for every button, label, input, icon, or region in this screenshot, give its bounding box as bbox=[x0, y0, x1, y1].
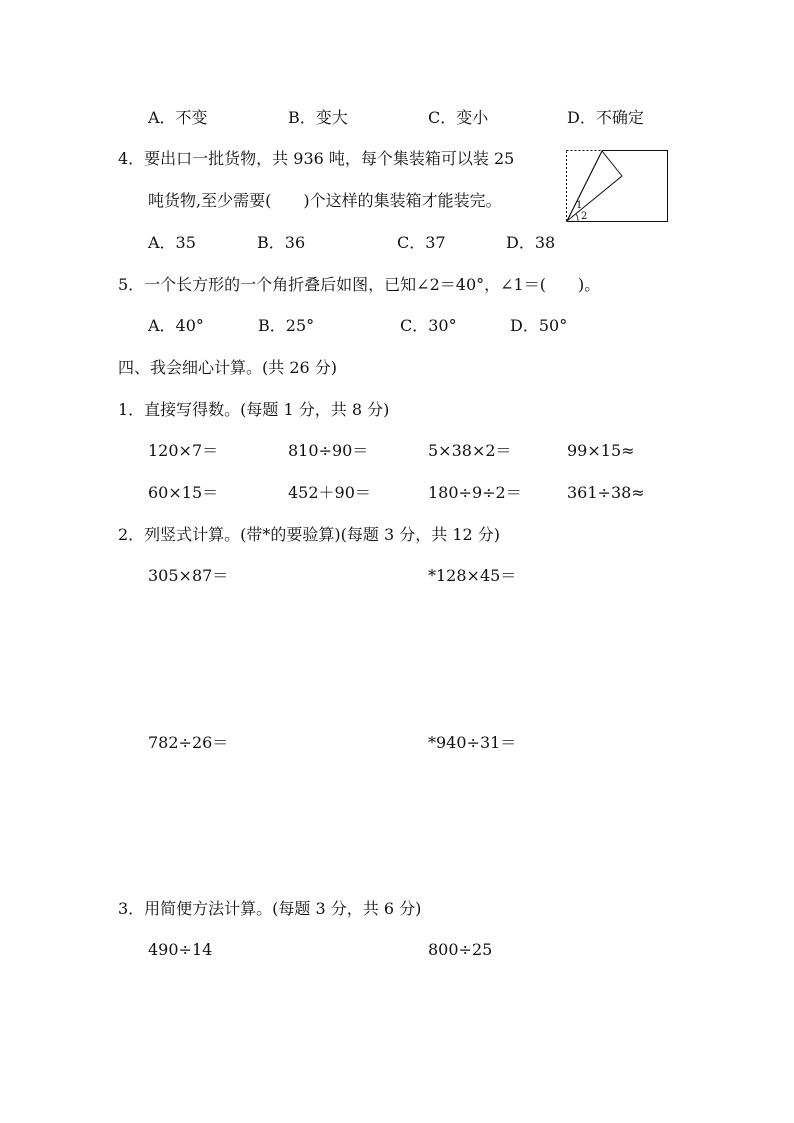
part2-title: 2．列竖式计算。(带*的要验算)(每题 3 分，共 12 分) bbox=[118, 525, 501, 544]
q4-option-d: D．38 bbox=[506, 233, 556, 252]
q5-option-c: C．30° bbox=[400, 316, 457, 335]
vertical-calc-item: *128×45＝ bbox=[428, 566, 517, 585]
section4-title: 四、我会细心计算。(共 26 分) bbox=[118, 358, 338, 377]
oral-calc-item: 120×7＝ bbox=[148, 441, 219, 460]
q5-option-b: B．25° bbox=[258, 316, 315, 335]
q3-option-d: D．不确定 bbox=[567, 108, 644, 127]
q5-text: 5．一个长方形的一个角折叠后如图，已知∠2＝40°，∠1＝( )。 bbox=[118, 275, 601, 294]
oral-calc-item: 60×15＝ bbox=[148, 483, 219, 502]
folded-rectangle-figure bbox=[566, 150, 668, 222]
q3-option-a: A．不变 bbox=[148, 108, 208, 127]
part1-title: 1．直接写得数。(每题 1 分，共 8 分) bbox=[118, 400, 390, 419]
vertical-calc-item: *940÷31＝ bbox=[428, 733, 517, 752]
simple-calc-item: 490÷14 bbox=[148, 940, 213, 959]
q5-option-a: A．40° bbox=[148, 316, 204, 335]
angle-arc bbox=[576, 214, 578, 221]
oral-calc-item: 99×15≈ bbox=[567, 441, 635, 460]
q5-option-d: D．50° bbox=[510, 316, 568, 335]
q3-option-c: C．变小 bbox=[428, 108, 489, 127]
oral-calc-item: 452＋90＝ bbox=[288, 483, 371, 502]
q4-option-c: C．37 bbox=[397, 233, 446, 252]
q4-text-line2: 吨货物,至少需要( )个这样的集装箱才能装完。 bbox=[148, 191, 502, 210]
part3-title: 3．用简便方法计算。(每题 3 分，共 6 分) bbox=[118, 899, 422, 918]
angle-1-label: 1 bbox=[576, 200, 583, 211]
q4-text-line1: 4．要出口一批货物，共 936 吨，每个集装箱可以装 25 bbox=[118, 149, 515, 168]
vertical-calc-item: 305×87＝ bbox=[148, 566, 229, 585]
angle-2-label: 2 bbox=[581, 211, 588, 222]
q4-option-a: A．35 bbox=[148, 233, 196, 252]
oral-calc-item: 180÷9÷2＝ bbox=[428, 483, 522, 502]
vertical-calc-item: 782÷26＝ bbox=[148, 733, 229, 752]
oral-calc-item: 810÷90＝ bbox=[288, 441, 369, 460]
q4-option-b: B．36 bbox=[257, 233, 306, 252]
simple-calc-item: 800÷25 bbox=[428, 940, 493, 959]
q3-option-b: B．变大 bbox=[288, 108, 348, 127]
oral-calc-item: 361÷38≈ bbox=[567, 483, 645, 502]
oral-calc-item: 5×38×2＝ bbox=[428, 441, 512, 460]
